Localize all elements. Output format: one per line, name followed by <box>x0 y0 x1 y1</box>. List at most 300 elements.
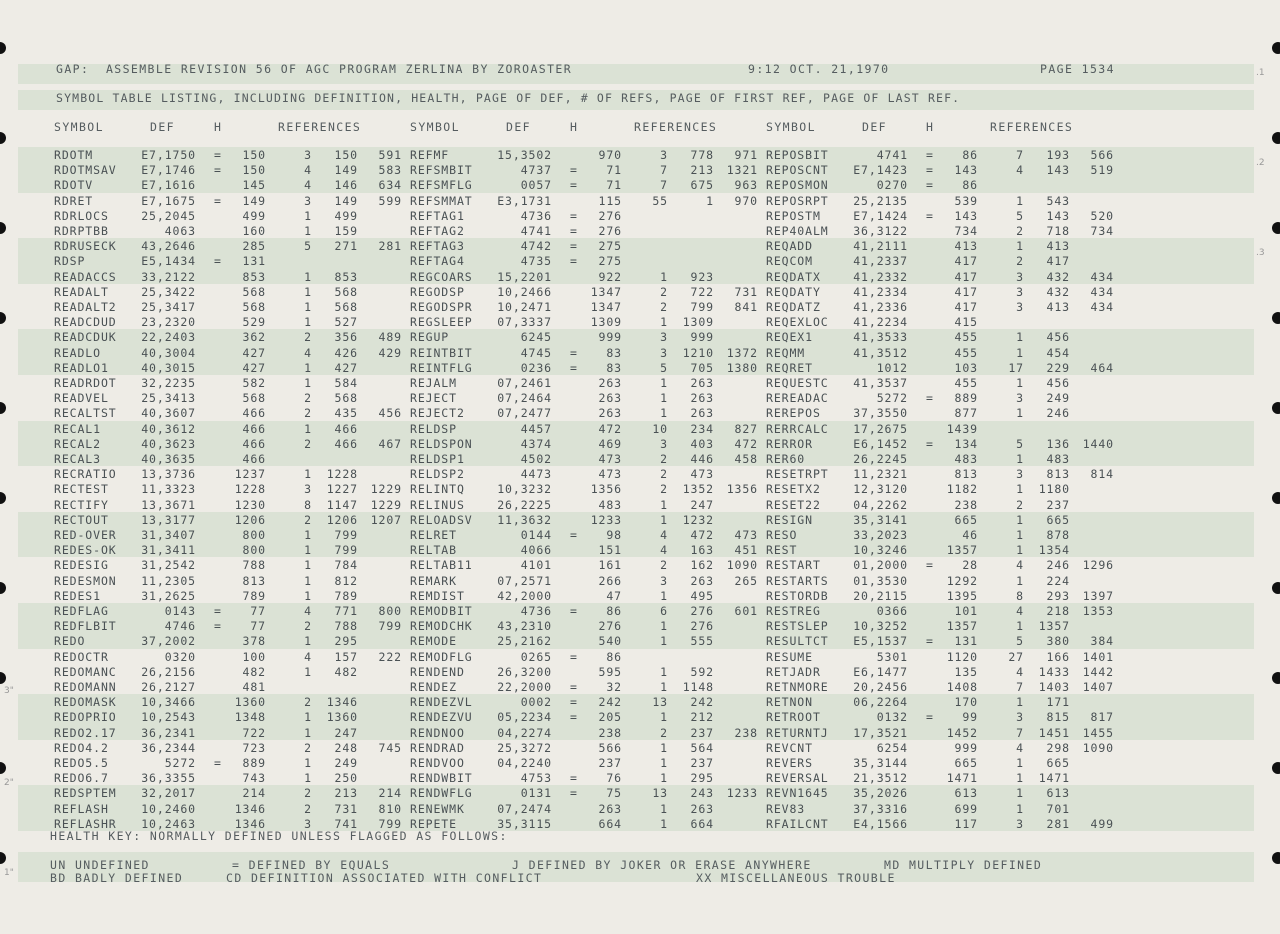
symbol-ref-count: 1 <box>660 376 668 390</box>
symbol-def-page: 1347 <box>590 284 622 299</box>
symbol-ref-count: 3 <box>1016 816 1024 831</box>
symbol-health: = <box>570 786 578 801</box>
symbol-last-ref: 1442 <box>1082 664 1114 679</box>
symbol-name: RDRLOCS <box>54 208 109 223</box>
symbol-first-ref: 150 <box>334 148 358 162</box>
symbol-ref-count: 3 <box>1016 284 1024 299</box>
symbol-def-page: 150 <box>242 163 266 178</box>
symbol-last-ref: 434 <box>1090 269 1114 284</box>
symbol-first-ref: 242 <box>690 695 714 710</box>
tractor-hole <box>1272 42 1280 54</box>
symbol-name: READALT2 <box>54 300 117 314</box>
symbol-def-page: 788 <box>242 558 266 573</box>
symbol-last-ref: 384 <box>1090 634 1114 649</box>
symbol-name: RED-OVER <box>54 528 117 542</box>
symbol-name: RECTOUT <box>54 512 109 527</box>
symbol-def-page: 417 <box>954 300 978 314</box>
symbol-def: 26,2245 <box>853 452 908 466</box>
symbol-health: = <box>570 649 578 664</box>
symbol-ref-count: 13 <box>652 695 668 710</box>
symbol-name: REPOSMON <box>766 178 829 193</box>
symbol-first-ref: 613 <box>1046 786 1070 801</box>
symbol-first-ref: 1346 <box>326 695 358 710</box>
symbol-def: 25,3272 <box>497 740 552 755</box>
symbol-first-ref: 249 <box>1046 391 1070 406</box>
symbol-def: 10,3252 <box>853 619 908 634</box>
symbol-def: 33,2122 <box>141 269 196 284</box>
symbol-ref-count: 1 <box>304 543 312 558</box>
symbol-ref-count: 2 <box>304 512 312 527</box>
symbol-name: REINTBIT <box>410 345 473 360</box>
symbol-def: 0132 <box>876 710 908 725</box>
symbol-name: RDRPTBB <box>54 224 109 238</box>
symbol-def-page: 263 <box>598 391 622 406</box>
symbol-name: REJALM <box>410 376 457 390</box>
symbol-last-ref: 473 <box>734 528 758 542</box>
symbol-def-page: 613 <box>954 786 978 801</box>
symbol-ref-count: 1 <box>304 224 312 238</box>
symbol-ref-count: 1 <box>304 315 312 330</box>
symbol-last-ref: 434 <box>1090 284 1114 299</box>
symbol-ref-count: 4 <box>1016 740 1024 755</box>
symbol-name: RECAL3 <box>54 452 101 466</box>
symbol-def-page: 413 <box>954 239 978 254</box>
symbol-def: 25,3413 <box>141 391 196 406</box>
symbol-ref-count: 5 <box>1016 208 1024 223</box>
symbol-def: 33,2023 <box>853 528 908 542</box>
symbol-def: 17,3521 <box>853 725 908 740</box>
symbol-def: 23,2320 <box>141 315 196 330</box>
symbol-def-page: 117 <box>954 816 978 831</box>
symbol-ref-count: 7 <box>1016 725 1024 740</box>
symbol-def-page: 83 <box>606 360 622 375</box>
symbol-ref-count: 2 <box>660 467 668 482</box>
symbol-def: 17,2675 <box>853 421 908 436</box>
symbol-def: 6254 <box>876 740 908 755</box>
symbol-health: = <box>926 558 934 573</box>
symbol-def-page: 427 <box>242 345 266 360</box>
symbol-last-ref: 1090 <box>726 558 758 573</box>
symbol-name: REDO <box>54 634 86 649</box>
symbol-first-ref: 281 <box>1046 816 1070 831</box>
symbol-last-ref: 499 <box>1090 816 1114 831</box>
symbol-first-ref: 247 <box>334 725 358 740</box>
tractor-hole <box>1272 132 1280 144</box>
symbol-health: = <box>570 163 578 178</box>
symbol-def: 13,3736 <box>141 467 196 482</box>
symbol-ref-count: 2 <box>304 406 312 421</box>
symbol-last-ref: 1090 <box>1082 740 1114 755</box>
symbol-name: RERRCALC <box>766 421 829 436</box>
symbol-first-ref: 466 <box>334 436 358 451</box>
symbol-def: 4753 <box>520 771 552 786</box>
symbol-first-ref: 413 <box>1046 300 1070 314</box>
symbol-ref-count: 2 <box>660 558 668 573</box>
symbol-first-ref: 193 <box>1046 148 1070 162</box>
symbol-ref-count: 3 <box>1016 269 1024 284</box>
symbol-last-ref: 1407 <box>1082 680 1114 694</box>
tractor-hole <box>0 762 6 774</box>
symbol-def-page: 1230 <box>234 497 266 512</box>
symbol-last-ref: 1455 <box>1082 725 1114 740</box>
symbol-name: RESTARTS <box>766 573 829 588</box>
symbol-def-page: 1360 <box>234 695 266 710</box>
symbol-def: 41,2336 <box>853 300 908 314</box>
symbol-def: 36,2341 <box>141 725 196 740</box>
listing-title: GAP: ASSEMBLE REVISION 56 OF AGC PROGRAM ZERLINA BY ZOROASTER <box>56 62 573 76</box>
symbol-def-page: 800 <box>242 543 266 558</box>
symbol-def: 04,2274 <box>497 725 552 740</box>
symbol-def: 0320 <box>164 649 196 664</box>
listing-timestamp: 9:12 OCT. 21,1970 <box>748 62 890 76</box>
symbol-name: REQDATX <box>766 269 821 284</box>
symbol-def-page: 813 <box>242 573 266 588</box>
symbol-def-page: 276 <box>598 224 622 238</box>
symbol-name: REMODFLG <box>410 649 473 664</box>
symbol-ref-count: 1 <box>660 801 668 816</box>
symbol-first-ref: 246 <box>1046 406 1070 421</box>
symbol-def: 43,2310 <box>497 619 552 634</box>
symbol-health: = <box>926 163 934 178</box>
symbol-ref-count: 1 <box>660 512 668 527</box>
symbol-first-ref: 432 <box>1046 284 1070 299</box>
symbol-health: = <box>926 208 934 223</box>
symbol-first-ref: 249 <box>334 756 358 770</box>
symbol-first-ref: 1352 <box>682 482 714 497</box>
symbol-def: E5,1434 <box>141 254 196 269</box>
symbol-first-ref: 784 <box>334 558 358 573</box>
symbol-name: REDESMON <box>54 573 117 588</box>
symbol-first-ref: 741 <box>334 816 358 831</box>
symbol-def: 35,3115 <box>497 816 552 831</box>
symbol-def: 4741 <box>876 148 908 162</box>
symbol-health: = <box>926 436 934 451</box>
symbol-def: 15,2201 <box>497 269 552 284</box>
symbol-first-ref: 146 <box>334 178 358 193</box>
symbol-def-page: 77 <box>250 619 266 634</box>
symbol-first-ref: 1357 <box>1038 619 1070 634</box>
symbol-ref-count: 1 <box>660 771 668 786</box>
symbol-first-ref: 568 <box>334 300 358 314</box>
symbol-ref-count: 1 <box>1016 512 1024 527</box>
symbol-ref-count: 13 <box>652 786 668 801</box>
symbol-ref-count: 1 <box>660 634 668 649</box>
margin-mark: 1" <box>4 868 14 878</box>
symbol-def: 4066 <box>520 543 552 558</box>
symbol-first-ref: 1360 <box>326 710 358 725</box>
symbol-name: RDRUSECK <box>54 239 117 254</box>
symbol-ref-count: 1 <box>304 467 312 482</box>
symbol-def-page: 1292 <box>946 573 978 588</box>
symbol-def-page: 285 <box>242 239 266 254</box>
symbol-def-page: 922 <box>598 269 622 284</box>
symbol-ref-count: 3 <box>660 330 668 345</box>
symbol-name: READACCS <box>54 269 117 284</box>
symbol-health: = <box>570 604 578 618</box>
symbol-name: RENDEZ <box>410 680 457 694</box>
symbol-def: 36,3355 <box>141 771 196 786</box>
symbol-def: 20,2456 <box>853 680 908 694</box>
symbol-ref-count: 2 <box>1016 497 1024 512</box>
symbol-ref-count: 6 <box>660 604 668 618</box>
symbol-def-page: 1233 <box>590 512 622 527</box>
symbol-first-ref: 417 <box>1046 254 1070 269</box>
symbol-def: E7,1424 <box>853 208 908 223</box>
symbol-last-ref: 1321 <box>726 163 758 178</box>
symbol-def: E7,1616 <box>141 178 196 193</box>
symbol-ref-count: 1 <box>660 588 668 603</box>
symbol-def-page: 131 <box>954 634 978 649</box>
symbol-name: REGCOARS <box>410 269 473 284</box>
symbol-def: 31,2625 <box>141 588 196 603</box>
symbol-first-ref: 250 <box>334 771 358 786</box>
symbol-name: RESTART <box>766 558 821 573</box>
symbol-first-ref: 413 <box>1046 239 1070 254</box>
symbol-health: = <box>214 148 222 162</box>
symbol-ref-count: 55 <box>652 193 668 208</box>
symbol-ref-count: 4 <box>304 163 312 178</box>
symbol-name: REPETE <box>410 816 457 831</box>
symbol-ref-count: 1 <box>304 528 312 542</box>
symbol-def: 04,2240 <box>497 756 552 770</box>
symbol-def-page: 86 <box>606 604 622 618</box>
symbol-name: RER60 <box>766 452 806 466</box>
symbol-def: 4736 <box>520 208 552 223</box>
symbol-def-page: 1408 <box>946 680 978 694</box>
symbol-ref-count: 2 <box>660 452 668 466</box>
symbol-def: 07,2477 <box>497 406 552 421</box>
symbol-last-ref: 634 <box>378 178 402 193</box>
symbol-def-page: 1206 <box>234 512 266 527</box>
symbol-first-ref: 234 <box>690 421 714 436</box>
symbol-first-ref: 555 <box>690 634 714 649</box>
symbol-first-ref: 248 <box>334 740 358 755</box>
symbol-name: RETJADR <box>766 664 821 679</box>
symbol-last-ref: 817 <box>1090 710 1114 725</box>
symbol-first-ref: 1228 <box>326 467 358 482</box>
symbol-first-ref: 664 <box>690 816 714 831</box>
symbol-def: 0366 <box>876 604 908 618</box>
symbol-name: REGSLEEP <box>410 315 473 330</box>
symbol-ref-count: 4 <box>1016 604 1024 618</box>
symbol-ref-count: 1 <box>660 710 668 725</box>
symbol-name: RENDEZVU <box>410 710 473 725</box>
symbol-def: 31,2542 <box>141 558 196 573</box>
symbol-name: REREADAC <box>766 391 829 406</box>
symbol-def-page: 149 <box>242 193 266 208</box>
symbol-name: REDES-OK <box>54 543 117 558</box>
symbol-def: 26,2156 <box>141 664 196 679</box>
symbol-ref-count: 1 <box>304 208 312 223</box>
symbol-def: 4737 <box>520 163 552 178</box>
symbol-def: 31,3411 <box>141 543 196 558</box>
symbol-name: RESET22 <box>766 497 821 512</box>
symbol-def: 25,2045 <box>141 208 196 223</box>
symbol-first-ref: 298 <box>1046 740 1070 755</box>
health-key-title: HEALTH KEY: NORMALLY DEFINED UNLESS FLAGGED AS FOLLOWS: <box>50 829 508 843</box>
symbol-def-page: 813 <box>954 467 978 482</box>
symbol-first-ref: 166 <box>1046 649 1070 664</box>
symbol-ref-count: 1 <box>304 284 312 299</box>
symbol-def-page: 276 <box>598 619 622 634</box>
left-tractor-holes <box>0 0 20 934</box>
symbol-first-ref: 813 <box>1046 467 1070 482</box>
symbol-def-page: 455 <box>954 376 978 390</box>
health-key-eq: = DEFINED BY EQUALS <box>232 858 391 872</box>
symbol-last-ref: 1296 <box>1082 558 1114 573</box>
symbol-def-page: 568 <box>242 284 266 299</box>
symbol-def: 0131 <box>520 786 552 801</box>
symbol-name: REVCNT <box>766 740 813 755</box>
symbol-def-page: 582 <box>242 376 266 390</box>
symbol-first-ref: 1433 <box>1038 664 1070 679</box>
symbol-name: RENDWBIT <box>410 771 473 786</box>
symbol-first-ref: 718 <box>1046 224 1070 238</box>
symbol-last-ref: 1440 <box>1082 436 1114 451</box>
symbol-first-ref: 812 <box>334 573 358 588</box>
symbol-name: RESTREG <box>766 604 821 618</box>
symbol-def: 4745 <box>520 345 552 360</box>
symbol-first-ref: 212 <box>690 710 714 725</box>
symbol-last-ref: 520 <box>1090 208 1114 223</box>
tractor-hole <box>0 402 6 414</box>
symbol-def-page: 131 <box>242 254 266 269</box>
symbol-health: = <box>214 193 222 208</box>
symbol-name: RDSP <box>54 254 86 269</box>
symbol-first-ref: 1206 <box>326 512 358 527</box>
symbol-last-ref: 1353 <box>1082 604 1114 618</box>
column-header-references: REFERENCES <box>634 120 718 134</box>
symbol-ref-count: 1 <box>304 588 312 603</box>
symbol-health: = <box>214 604 222 618</box>
symbol-name: REDO4.2 <box>54 740 109 755</box>
symbol-ref-count: 5 <box>660 360 668 375</box>
symbol-last-ref: 429 <box>378 345 402 360</box>
symbol-ref-count: 3 <box>1016 467 1024 482</box>
symbol-def: 13,3177 <box>141 512 196 527</box>
symbol-name: REVN1645 <box>766 786 829 801</box>
symbol-name: REFTAG1 <box>410 208 465 223</box>
symbol-first-ref: 1227 <box>326 482 358 497</box>
symbol-health: = <box>570 345 578 360</box>
symbol-name: REVERSAL <box>766 771 829 786</box>
symbol-def: 0265 <box>520 649 552 664</box>
symbol-def: 10,2460 <box>141 801 196 816</box>
symbol-def-page: 529 <box>242 315 266 330</box>
health-key-j: J DEFINED BY JOKER OR ERASE ANYWHERE <box>512 858 812 872</box>
symbol-name: REMODE <box>410 634 457 649</box>
symbol-def-page: 540 <box>598 634 622 649</box>
symbol-ref-count: 2 <box>304 786 312 801</box>
symbol-def-page: 466 <box>242 452 266 466</box>
symbol-ref-count: 1 <box>304 300 312 314</box>
tractor-hole <box>1272 312 1280 324</box>
symbol-ref-count: 1 <box>304 269 312 284</box>
symbol-health: = <box>926 710 934 725</box>
symbol-ref-count: 1 <box>304 710 312 725</box>
symbol-def-page: 417 <box>954 269 978 284</box>
symbol-ref-count: 4 <box>1016 558 1024 573</box>
symbol-def-page: 499 <box>242 208 266 223</box>
symbol-name: RESO <box>766 528 798 542</box>
symbol-name: REQUESTC <box>766 376 829 390</box>
symbol-def: 37,3550 <box>853 406 908 421</box>
symbol-ref-count: 4 <box>660 528 668 542</box>
symbol-def: 07,2474 <box>497 801 552 816</box>
symbol-def-page: 86 <box>606 649 622 664</box>
symbol-first-ref: 143 <box>1046 163 1070 178</box>
symbol-def: 4101 <box>520 558 552 573</box>
symbol-def: 35,3141 <box>853 512 908 527</box>
symbol-ref-count: 8 <box>1016 588 1024 603</box>
symbol-def: 4736 <box>520 604 552 618</box>
symbol-ref-count: 1 <box>304 771 312 786</box>
symbol-first-ref: 295 <box>690 771 714 786</box>
symbol-def-page: 237 <box>598 756 622 770</box>
symbol-first-ref: 705 <box>690 360 714 375</box>
symbol-def: 41,3533 <box>853 330 908 345</box>
symbol-def: 40,3004 <box>141 345 196 360</box>
tractor-hole <box>0 582 6 594</box>
symbol-last-ref: 583 <box>378 163 402 178</box>
symbol-def: 40,3612 <box>141 421 196 436</box>
symbol-ref-count: 7 <box>1016 148 1024 162</box>
symbol-def-page: 789 <box>242 588 266 603</box>
tractor-hole <box>1272 222 1280 234</box>
symbol-last-ref: 265 <box>734 573 758 588</box>
symbol-def-page: 263 <box>598 406 622 421</box>
symbol-ref-count: 1 <box>1016 771 1024 786</box>
symbol-ref-count: 1 <box>660 664 668 679</box>
symbol-def-page: 665 <box>954 756 978 770</box>
symbol-def: 20,2115 <box>853 588 908 603</box>
symbol-def: 40,3635 <box>141 452 196 466</box>
symbol-last-ref: 1233 <box>726 786 758 801</box>
symbol-last-ref: 451 <box>734 543 758 558</box>
symbol-def: E7,1675 <box>141 193 196 208</box>
tractor-hole <box>1272 582 1280 594</box>
symbol-def: 0143 <box>164 604 196 618</box>
symbol-first-ref: 263 <box>690 801 714 816</box>
symbol-first-ref: 263 <box>690 573 714 588</box>
symbol-name: REFTAG3 <box>410 239 465 254</box>
symbol-def-page: 699 <box>954 801 978 816</box>
symbol-name: RFAILCNT <box>766 816 829 831</box>
symbol-name: REFLASH <box>54 801 109 816</box>
symbol-name: RECALTST <box>54 406 117 421</box>
symbol-first-ref: 472 <box>690 528 714 542</box>
symbol-ref-count: 4 <box>660 543 668 558</box>
symbol-def-page: 134 <box>954 436 978 451</box>
column-header-symbol: SYMBOL <box>766 120 816 134</box>
symbol-def-page: 427 <box>242 360 266 375</box>
symbol-def-page: 568 <box>242 391 266 406</box>
symbol-def: 5272 <box>876 391 908 406</box>
symbol-def: 15,3502 <box>497 148 552 162</box>
symbol-ref-count: 3 <box>1016 391 1024 406</box>
symbol-health: = <box>214 163 222 178</box>
symbol-def: 4742 <box>520 239 552 254</box>
symbol-def: 10,3232 <box>497 482 552 497</box>
symbol-def: 01,3530 <box>853 573 908 588</box>
symbol-name: REDOMANC <box>54 664 117 679</box>
symbol-def-page: 83 <box>606 345 622 360</box>
symbol-name: REFLASHR <box>54 816 117 831</box>
symbol-first-ref: 701 <box>1046 801 1070 816</box>
symbol-name: RELTAB <box>410 543 457 558</box>
symbol-name: RELDSPON <box>410 436 473 451</box>
symbol-last-ref: 458 <box>734 452 758 466</box>
